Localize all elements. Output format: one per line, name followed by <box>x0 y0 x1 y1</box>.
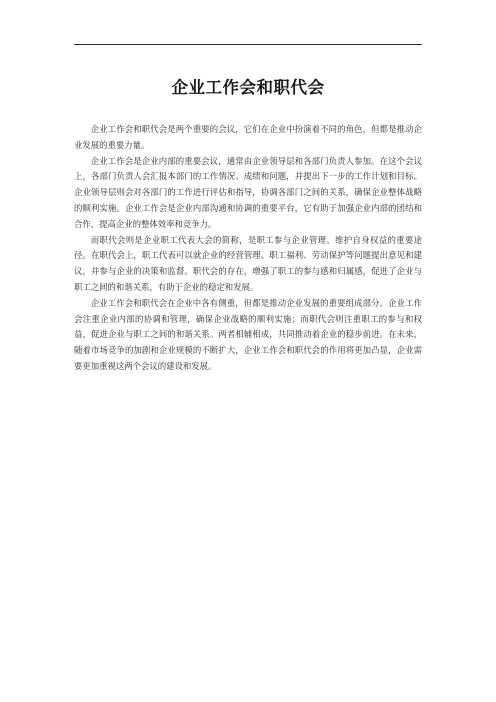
document-body <box>74 122 422 375</box>
header-rule <box>74 44 422 45</box>
document-title: 企业工作会和职代会 <box>171 78 325 97</box>
paragraph: 企业工作会是企业内部的重要会议，通常由企业领导层和各部门负责人参加。在这个会议上，各部门负责人会汇报本部门的工作情况、成绩和问题，并提出下一步的工作计划和目标。企业领导层则会对各部门的工作进行评估和指导，协调各部门之间的关系，确保企业整体战略的顺利实施。企业工作会是企业内部沟通和协调的重要平台，它有助于加强企业内部的团结和合作，提高企业的整体效率和竞争力。 <box>74 155 422 229</box>
paragraph: 而职代会则是企业职工代表大会的简称，是职工参与企业管理、维护自身权益的重要途径。在职代会上，职工代表可以就企业的经营管理、职工福利、劳动保护等问题提出意见和建议，并参与企业的决策和监督。职代会的存在，增强了职工的参与感和归属感，促进了企业与职工之间的和谐关系，有助于企业的稳定和发展。 <box>74 234 422 292</box>
paragraph: 企业工作会和职代会是两个重要的会议，它们在企业中扮演着不同的角色，但都是推动企业发展的重要力量。 <box>74 124 422 150</box>
paragraph: 企业工作会和职代会在企业中各有侧重，但都是推动企业发展的重要组成部分。企业工作会注重企业内部的协调和管理，确保企业战略的顺利实施；而职代会则注重职工的参与和权益，促进企业与职工之间的和谐关系。两者相辅相成，共同推动着企业的稳步前进。在未来，随着市场竞争的加剧和企业规模的不断扩大，企业工作会和职代会的作用将更加凸显，企业需要更加重视这两个会议的建设和发展。 <box>74 297 422 371</box>
